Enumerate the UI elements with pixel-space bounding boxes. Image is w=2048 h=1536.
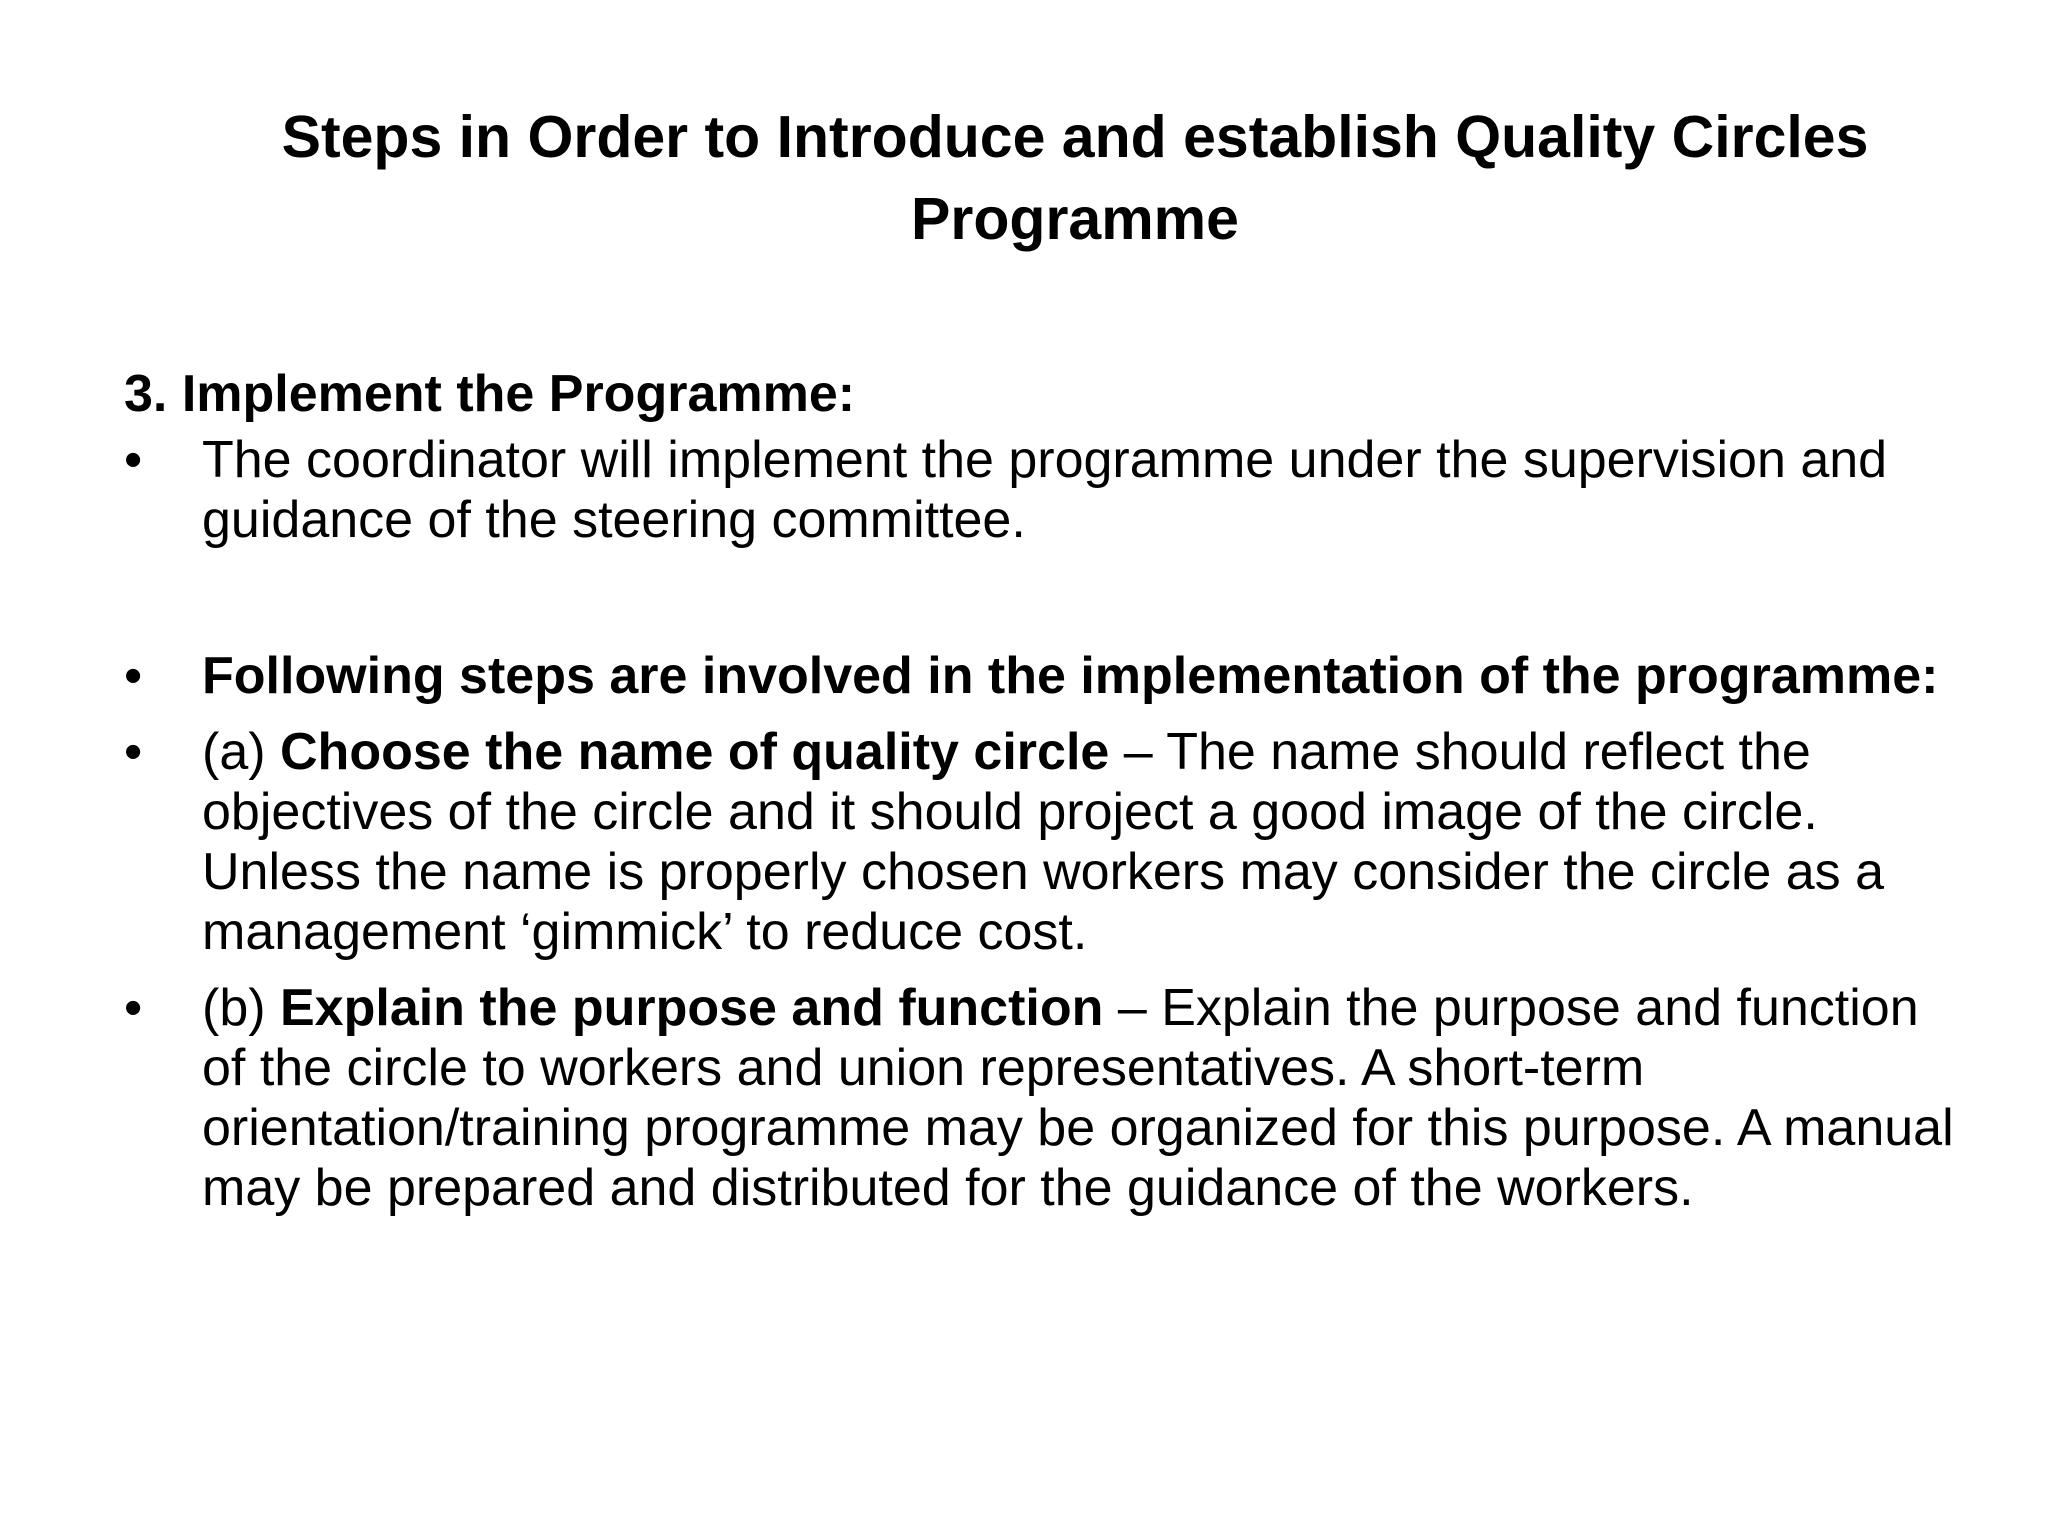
bullet-bold-term: Choose the name of quality circle [280, 723, 1110, 781]
bullet-icon: • [124, 431, 143, 489]
bullet-text: The coordinator will implement the programme under the supervision and guidance of the steering committee. [202, 431, 1888, 549]
bullet-prefix: (b) [202, 979, 280, 1037]
bullet-icon: • [124, 979, 143, 1037]
bullet-icon: • [124, 723, 143, 781]
bullet-item-coordinator [124, 430, 1954, 550]
bullet-prefix: (a) [202, 723, 280, 781]
bullet-icon: • [124, 647, 143, 705]
bullet-description: – Explain the purpose and function of the circle to workers and union representatives. A short-term orientation/training programme may be organized for this purpose. A manual may be prepared and distributed for the guidance of the workers. [202, 979, 1954, 1217]
bullet-description: – The name should reflect the objectives of the circle and it should project a good image of the circle. Unless the name is properly chosen workers may consider the circle as a management ‘gimmick’ to reduce cost. [202, 723, 1885, 961]
slide-title-line-1: Steps in Order to Introduce and establish Quality Circles [281, 104, 1869, 170]
bullet-item-following-steps [124, 646, 1954, 706]
bullet-bold-term: Explain the purpose and function [280, 979, 1104, 1037]
slide-title-line-2: Programme [911, 186, 1239, 252]
slide-title [250, 96, 1900, 260]
slide-body [124, 362, 1954, 1218]
bullet-list [124, 430, 1954, 1218]
bullet-item-explain-purpose [124, 978, 1954, 1218]
section-heading: 3. Implement the Programme: [124, 365, 856, 423]
bullet-item-choose-name [124, 722, 1954, 962]
bullet-text: Following steps are involved in the implementation of the programme: [202, 647, 1939, 705]
